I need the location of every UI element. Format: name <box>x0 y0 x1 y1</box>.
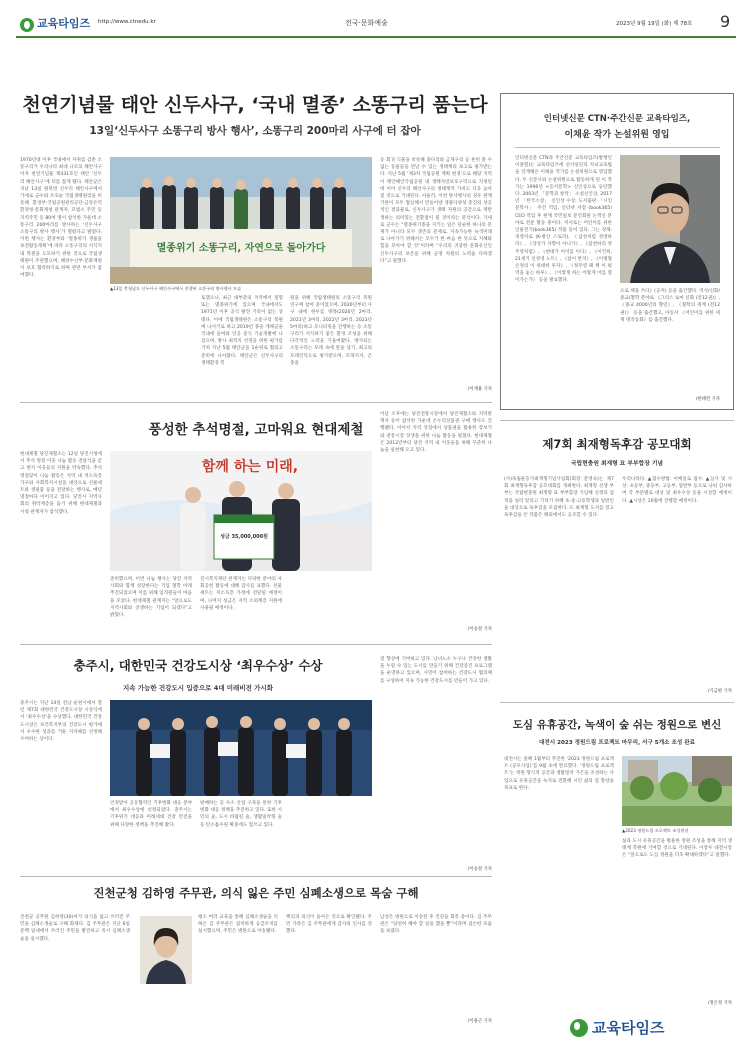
article2-banner: 함께 하는 미래, <box>201 459 299 475</box>
article4-photo-image <box>110 700 372 796</box>
header-date: 2023년 9월 19일 (화) 제 78호 <box>616 21 693 27</box>
article1-photo <box>110 157 372 284</box>
article5-text-left: 대전시는 올해 1월부터 추진한 ‘2023 정원드림 프로젝트 (공모사업)’를 9월 초에 완료했다. ‘정원드림 프로젝트’는 정원 형식적 공간과 생활밀착 가든을 조성하는 사업으로 유휴공간을 녹지로 전환해 시민 삶의 질 향상을 목표로 한다. <box>504 757 614 791</box>
article6-text-col1: 진천군 공무원 김하영(30)씨가 의식을 잃고 쓰러진 주민을 심폐소생술로 구해 화제다. 김 주무관은 지난 6일 문백 일대에서 쓰러진 주민을 발견하고 즉시 심폐소생술을 실시했다. <box>20 915 130 942</box>
article2-check: 성금 35,000,000원 <box>220 534 268 540</box>
profile-text-right: 으로 책을 쓰다》(공저) 등을 출간했다. 역사/신화/종교/철학 분야로 《그리스 로마 신화 (전12권)》, 《종교 4000년의 향연》, 《철학의 세계 (전12권)》 등을 출간했고, 아동서 《어린이를 위한 세계 명작동화》를 출간했다. <box>620 289 720 323</box>
article6-portrait-image <box>140 916 192 984</box>
article3-byline: /기금판 기자 <box>707 689 732 694</box>
header-rule <box>16 36 736 38</box>
article2-photo <box>110 451 372 571</box>
article4-subhead: 지속 가능한 건강도시 입증으로 4대 미래비전 가시화 <box>123 684 273 692</box>
article2-text-col3: 진시복지재단 관계자는 다양한 분야의 사회공헌 활동에 대해 감사를 표했다. 선물세트는 저소득층 가정에 전달될 예정이며, 나머지 성금은 지역 소외계층 지원에 사용될 예정이다. <box>200 577 282 611</box>
article4-byline: /이승철 기자 <box>467 867 492 872</box>
article5-photo <box>622 756 732 826</box>
profile-portrait <box>620 155 720 283</box>
profile-title-line1: 인터넷신문 CTN·주간신문 교육타임즈, <box>543 114 691 124</box>
header-section: 전국·문화예술 <box>345 19 388 27</box>
logo-icon <box>20 18 34 32</box>
article2-headline: 풍성한 추석명절, 고마워요 현대제철 <box>148 422 364 438</box>
section-divider-5 <box>20 876 492 877</box>
article5-photo-image <box>622 756 732 826</box>
article1-text-col1: 1970년대 이후 국내에서 자취를 감춘 소똥구리가 우리나라 최대 규모의 해안사구이자 천연기념물 제431호인 태안 ‘신두리 해안사구’에 터를 잡게 됐다. 태안군은 지난 13일 원북면 신두리 해안사구에서 가세로 군수와 조호순 국립생태원장을 비롯해 환경부·국립공원관리공단·금강유역환경청·문화재청 관계자, 모범소 주민 등 지역주민 등 80여 명이 참석한 가운데 소똥구리 200마리를 방사하는 ‘신두사구 소똥구리 방사 행사’가 열렸다고 밝혔다. 이번 행사는 환경부와 ‘멸종위기 생물을 보전활동계획’에 따라 소똥구리의 서식지 내 복원을 도모하기 위한 것으로 국립생태원이 주관했으며, 해양수산부·문화재청이 보호 협력하기로 하며 관련 부서가 참여했다. <box>20 158 102 279</box>
header-url: http://www.ctnedu.kr <box>98 19 156 25</box>
article1-text-col2: 토했으나, 최근 대부분의 지역에서 절멸 또는 멸종위기에 있으며 국내에서도 1971년 이후 공식 발견 기록이 없는 상태다. 이에 국립생태원은 소똥구리 복원에 나서기로 하고 2019년 몽골 개체군을 국내에 들여와 인공 증식 기술개발에 나섰으며, 방사 최적지 선정을 위한 평가를 거쳐 지난 5월 태안군을 1순위로 협의고 준비에 나서왔다. 태안군은 신두사구의 생태환경 복 <box>201 296 283 366</box>
masthead <box>20 10 732 34</box>
article4-text-col2: 인정받아 공동협력인 기후변화 대응 분야에서 최우수상에 선정되었다. 충주시는 기후위기 대응과 미래세대 건강 안전을 위해 다양한 정책을 추진해 왔다. <box>110 801 192 828</box>
article4-text-col1: 충주시는 지난 14일 전남 순천시에서 열린 제7회 대한민국 건강도시상 시상식에서 ‘최우수상’을 수상했다. 대한민국 건강도시상은 보건복지부의 건강도시 평가에서 우수한 성과를 거둔 지자체를 선정해 수여하는 상이다. <box>20 701 102 743</box>
article6-text-col4: 남성은 병원으로 이송된 후 건강을 회복 중이다. 김 주무관은 “당연히 해야 할 일을 했을 뿐”이라며 겸손한 모습을 보였다. <box>380 915 492 935</box>
article1-photo-image <box>110 157 372 284</box>
article5-headline: 도심 유휴공간, 녹색이 숲 쉬는 정원으로 변신 <box>512 719 722 731</box>
article1-text-col3: 원을 위해 국립생태원의 소똥구리 복원 연구에 참여 중이었으며, 2020년부터 사구 내에 한우를 방목(2020년 2마리, 2021년 3마리, 2022년 3마리, 2023년 5마리)하고 모니터링을 진행하는 등 소똥구리가 서식하기 좋은 환경 조성을 위해 다각적인 노력을 기울여왔다. 방사되는 소똥구리는 모래 속에 알을 낳기, 최고의 모래언덕으로 평가받으며, 모래지지, 곤충을 <box>290 296 372 366</box>
article6-text-col3: 핵의과 의식이 돌아온 것으로 확인됐다. 주민 가족은 김 주무관에게 감사의 인사를 전했다. <box>286 915 372 935</box>
article4-photo <box>110 700 372 796</box>
article1-banner: 멸종위기 소똥구리, 자연으로 돌아가다 <box>156 243 326 254</box>
profile-divider <box>515 147 720 148</box>
page-number: 9 <box>720 12 731 31</box>
article5-text-right: 실과 도시 유휴공간을 활용한 정원 조성을 통해 지역 생태계 복원에 기여할 것으로 기대된다. 이장우 대전시장은 “앞으로도 도심 정원을 더욱 확대하겠다”고 말했다. <box>622 839 732 859</box>
article4-text-col4: 점 향상에 기여하고 있다. 남녀노소 누구나 건강한 생활을 누릴 수 있는 도시를 만들기 위해 건강증진 프로그램을 운영하고 있으며, 시민이 참여하는 건강도시 협의체를 구성하여 지속 가능한 건강도시를 만들어 가고 있다. <box>380 657 492 684</box>
article2-text-col4: 이날 오후에는 당진전통시장에서 당진제철소와 지역관계자 등이 참석한 가운데 온누리상품권 구매 행사도 진행됐다. 이어서 지역 상점에서 상품권을 활용한 장보기와 전통시장 상생을 위한 나눔 활동을 펼쳤다. 현대제철은 2012년부터 당진 지역 내 이웃들을 위해 꾸준히 나눔을 실천해 오고 있다. <box>380 412 492 454</box>
article5-byline: /정은정 기자 <box>707 1001 732 1006</box>
section-divider-1 <box>20 402 492 403</box>
section-divider-2 <box>20 644 492 645</box>
article6-byline: /이용근 기자 <box>467 1019 492 1024</box>
footer-logo-icon <box>570 1019 588 1037</box>
article4-text-col3: 판매하는 등 수소 산업 구축을 통한 기후변화 대응 정책을 추진하고 있다. 또한 시민의 숲, 도시 바람길 숲, 생활밀착형 숲 등 탄소흡수원 확충에도 힘쓰고 있다. <box>200 801 282 828</box>
article3-subhead: 국립현충원 최재형 묘 부부합장 기념 <box>570 461 664 467</box>
profile-text-left: 인터넷신문 CTN과 주간신문 교육타임즈(발행인 이종렬)는 교육타임즈에 선사일단의 자녀교육법을 연재해온 이채윤 작가를 논설위원으로 영입했다. 두 신문사와 논설위원으로 활동하게 된 이 작가는 1996년 <동서문학> 신인상으로 등단했다. 2003년 「문학과 창작」 소설신인상, 2017년 「한국소설」 신인상 수상, 도서출판 「시인문학사」 주간 역임, 인터넷 서점 (book365) CEO 역임 후 현재 국민일보 문인회원 논객신 분야로 전문 활동 중이다. 저서로는 어린이를 위한 인물전기(book365) 작품 등이 있다. 그는 경제·경영지로 (K-방산 스토리), 《삼성처럼 경영하라》, 《상상가 자향이 아니가》, 《삼천하리 정주영처럼》, 《현대가 이이를 이다》, 《이건희, 21세기 신경영 노트》, 《참이 반지》, 《이병철 손정의 이 위대한 투자》, 《정주영 패 책 이 평역을 놓는 하루》, 《이렇게 하는 어떻게 어를 열어가는가》 등을 발표했다. <box>515 156 612 284</box>
article3-text-left: (사)독립운동가최재형기념사업회(회장 문영숙)는 제7회 최재형독후감 공모대회를 개최한다. 최재형 선생 부부는 국립현충원 최재형 묘 부부합장 기념해 선생의 업적을 널리 알리고 기리기 위해 초·중·고등학생과 일반인을 대상으로 독후감을 모집한다. 도 최재형 도서를 읽고 독후감을 쓴 작품은 해외에서도 응모할 수 있다. <box>504 477 614 519</box>
article2-text-col2: 준비했으며, 이번 나눔 행사는 당진 지역사회와 함께 성장한다는 기업 철학 아래 추진되었으며 이를 위해 임직원들이 마음을 모았다. 현대제철 관계자는 “앞으로도 지역사회와 상생하는 기업이 되겠다”고 밝혔다. <box>110 577 192 619</box>
footer-logo <box>570 1014 740 1038</box>
article1-headline: 천연기념물 태안 신두사구, ‘국내 멸종’ 소똥구리 품는다 <box>22 94 488 116</box>
article1-text-col4: 등 회귀 식물을 비롯해 종다리와 금개구리 등 흔히 볼 수 없는 동물들을 만날 수 있는 생태계의 보고로 평가받는다. 지난 5월 ‘제3차 국립공원 계획 변경’으로 해당 지역이 태안해안국립공원 내 생태자연보호구역으로 지정된 데 이어 신두리 해안사구의 생태계적 가치도 더욱 높아질 것으로 기대된다. 아울러, 이번 방사행사의 경우 관계 기관이 모두 협심해서 만들어낸 생물다양성 증진의 성공적인 결과물로, 신두사구가 생태 자원의 공간으로 재탄생하는 의미있는 전환점이 될 것이라는 분석이다. 가세로 군수는 “멸종위기종을 지키는 일은 단순한 하나의 문제가 아니라 모두 생존의 문제로, 지속가능한 녹색미래로 나아가기 위해서는 모두가 한 마음 한 뜻으로 지혜와 힘을 모아야 할 것”이라며 “우리의 귀중한 문화유산인 신두사구의 보존을 위해 군정 차원의 노력을 다하겠다”고 말했다. <box>380 158 492 264</box>
article6-text-col2: 평소 여러 교육을 통해 심폐소생술을 익혀온 김 주무관은 침착하게 응급조치를 실시했으며, 주민은 병원으로 이송됐다. <box>198 915 278 935</box>
profile-title-line2: 이채윤 작가 논설위원 영입 <box>564 130 670 140</box>
article5-caption: ▲2023 정원드림 프로젝트 조성현장 <box>622 828 689 833</box>
article1-caption: ▲13일 충청남도 신두사구 해안사구에서 진행된 소똥구리 방사행사 모습 <box>110 286 242 291</box>
article3-text-right: 우리나라다. ▲접수방법: 이메일로 접수. ▲심사 및 시상: 초등부, 중등부, 고등부, 일반부 등으로 나눠 심사하며 각 부문별로 대상 및 최우수상 등을 시상할 예정이다. ▲시상은 10월에 진행할 예정이다. <box>622 477 732 504</box>
article2-text-col1: 현대제철 당진제철소는 12일 당진시청에서 추석 명절 이웃 나눔 활동 전달식을 갖고 현지 이웃들의 지원을 약속했다. 추석 명절맞이 나눔 활동은 지역 내 저소득층 가구와 사회복지시설을 대상으로 선물세트와 생필품 등을 전달하는 행사로, 매년 명절마다 이어지고 있다. 당진시 지역사회의 취약계층을 돕기 위해 현대제철과 시청 관계자가 참석했다. <box>20 452 102 515</box>
article4-headline: 충주시, 대한민국 건강도시상 ‘최우수상’ 수상 <box>73 658 323 673</box>
section-divider-3 <box>500 420 734 421</box>
article1-subhead: 13일‘신두사구 소똥구리 방사 행사’, 소똥구리 200마리 사구에 터 잡아 <box>89 125 421 137</box>
footer-logo-text: 교육타임즈 <box>592 1019 665 1037</box>
section-divider-4 <box>500 702 734 703</box>
article3-headline: 제7회 최재형독후감 공모대회 <box>542 437 692 451</box>
article6-headline: 진천군청 김하영 주무관, 의식 잃은 주민 심폐소생으로 목숨 구해 <box>93 886 419 900</box>
article2-byline: /이승철 기자 <box>467 627 492 632</box>
article5-subhead: 대전시 2023 정원드림 프로젝트 마무리, 서구 5개소 조성 완료 <box>538 740 696 746</box>
article6-portrait <box>140 916 192 984</box>
header-logo-text: 교육타임즈 <box>37 17 91 30</box>
article1-byline: /이재용 기자 <box>467 387 492 392</box>
profile-byline: /한태민 기자 <box>695 397 720 402</box>
portrait-image <box>620 155 720 283</box>
